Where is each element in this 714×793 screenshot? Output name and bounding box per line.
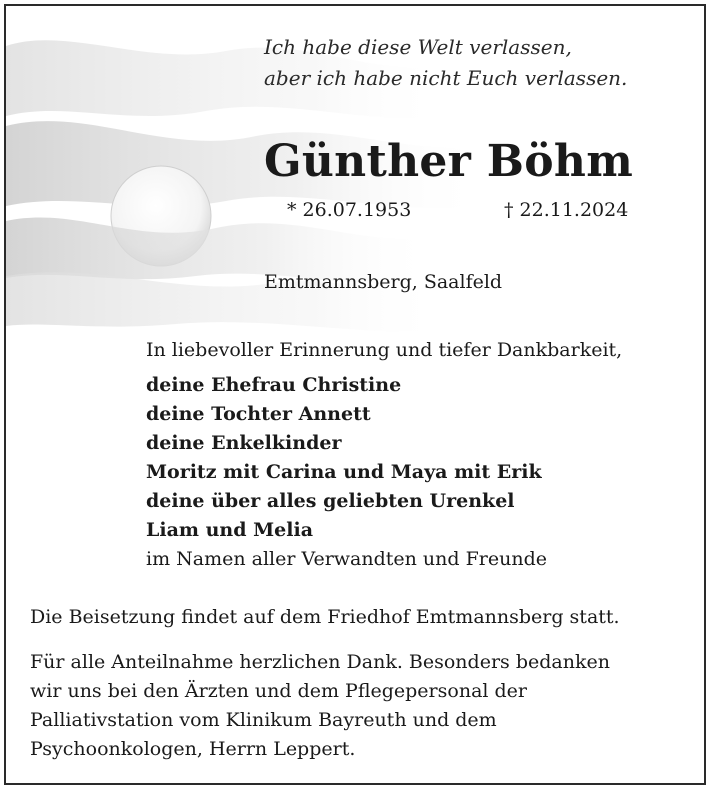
thanks-line: Palliativstation vom Klinikum Bayreuth und dem	[30, 709, 497, 731]
thanks-line: Für alle Anteilnahme herzlichen Dank. Besonders bedanken	[30, 651, 610, 673]
burial-notice: Die Beisetzung findet auf dem Friedhof Emtmannsberg statt.	[30, 606, 620, 628]
family-block	[146, 336, 622, 574]
thanks-line: Psychoonkologen, Herrn Leppert.	[30, 738, 356, 760]
mourner-line: deine über alles geliebten Urenkel	[146, 490, 515, 512]
thanks-line: wir uns bei den Ärzten und dem Pflegepersonal der	[30, 680, 527, 702]
thanks-paragraph	[30, 648, 610, 764]
deceased-name: Günther Böhm	[264, 136, 634, 187]
obituary-card	[4, 4, 706, 785]
mourner-line: Moritz mit Carina und Maya mit Erik	[146, 461, 542, 483]
family-intro: In liebevoller Erinnerung und tiefer Dankbarkeit,	[146, 339, 623, 361]
birth-date: * 26.07.1953	[287, 199, 412, 221]
quote-line-2: aber ich habe nicht Euch verlassen.	[264, 66, 628, 90]
quote-line-1: Ich habe diese Welt verlassen,	[264, 35, 572, 59]
mourner-line: deine Ehefrau Christine	[146, 374, 402, 396]
death-date: † 22.11.2024	[504, 199, 629, 221]
mourner-line: deine Tochter Annett	[146, 403, 371, 425]
quote	[264, 32, 627, 94]
mourner-line: Liam und Melia	[146, 519, 314, 541]
place: Emtmannsberg, Saalfeld	[264, 271, 503, 293]
family-closing: im Namen aller Verwandten und Freunde	[146, 548, 547, 570]
mourner-line: deine Enkelkinder	[146, 432, 342, 454]
